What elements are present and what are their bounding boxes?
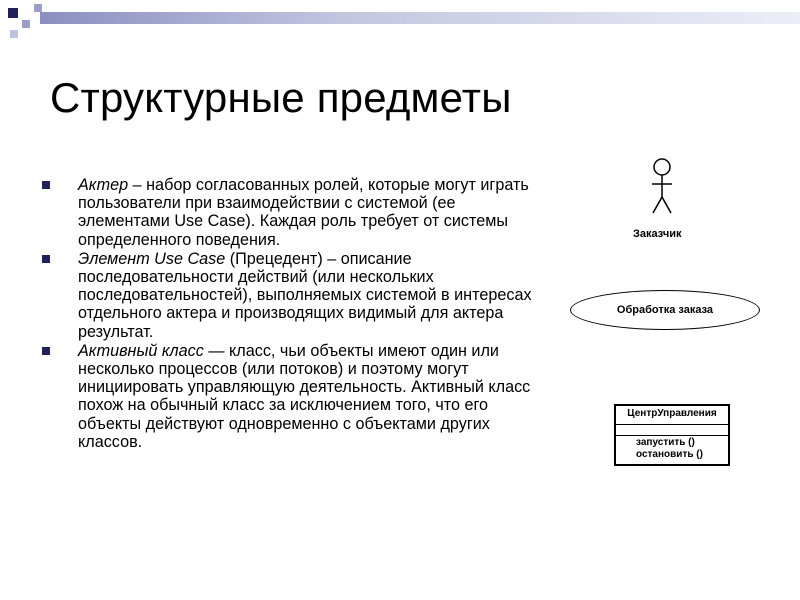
bullet-text: — класс, чьи объекты имеют один или несколько процессов (или потоков) и поэтому могут инициировать управляющую деятельность. Активный класс похож на обычный класс за исключением того, что его объекты действуют одновременно с объектами других классов.	[78, 341, 531, 451]
bullet-text: (Прецедент) – описание последовательности действий (или нескольких последовательностей), выполняемых системой в интересах отдельного актера и производящих видимый для актера результат.	[78, 249, 532, 341]
bullet-list	[38, 176, 538, 452]
bullet-square-icon	[42, 255, 50, 263]
bullet-item	[38, 250, 538, 341]
usecase-ellipse	[570, 290, 760, 330]
class-name: ЦентрУправления	[616, 406, 728, 425]
class-operation: запустить ()	[636, 437, 695, 448]
decor-square	[8, 8, 18, 18]
active-class-box	[614, 404, 730, 466]
bullet-text: – набор согласованных ролей, которые могут играть пользователи при взаимодействии с системой (ее элементами Use Case). Каждая роль требует от системы определенного поведения.	[78, 176, 529, 249]
bullet-item	[38, 342, 538, 451]
slide-title: Структурные предметы	[50, 74, 512, 121]
bullet-term: Элемент Use Case	[78, 249, 226, 268]
class-attributes	[616, 425, 728, 436]
bullet-term: Активный класс	[78, 341, 204, 360]
bullet-square-icon	[42, 181, 50, 189]
decor-square	[10, 30, 18, 38]
actor-label: Заказчик	[633, 228, 682, 240]
bullet-item	[38, 176, 538, 249]
decor-square	[22, 20, 30, 28]
bullet-term: Актер	[78, 176, 129, 194]
bullet-square-icon	[42, 347, 50, 355]
usecase-label: Обработка заказа	[616, 304, 714, 316]
decor-square	[34, 4, 42, 12]
class-operations	[616, 436, 728, 461]
decor-bar	[40, 12, 800, 24]
class-operation: остановить ()	[636, 449, 703, 460]
